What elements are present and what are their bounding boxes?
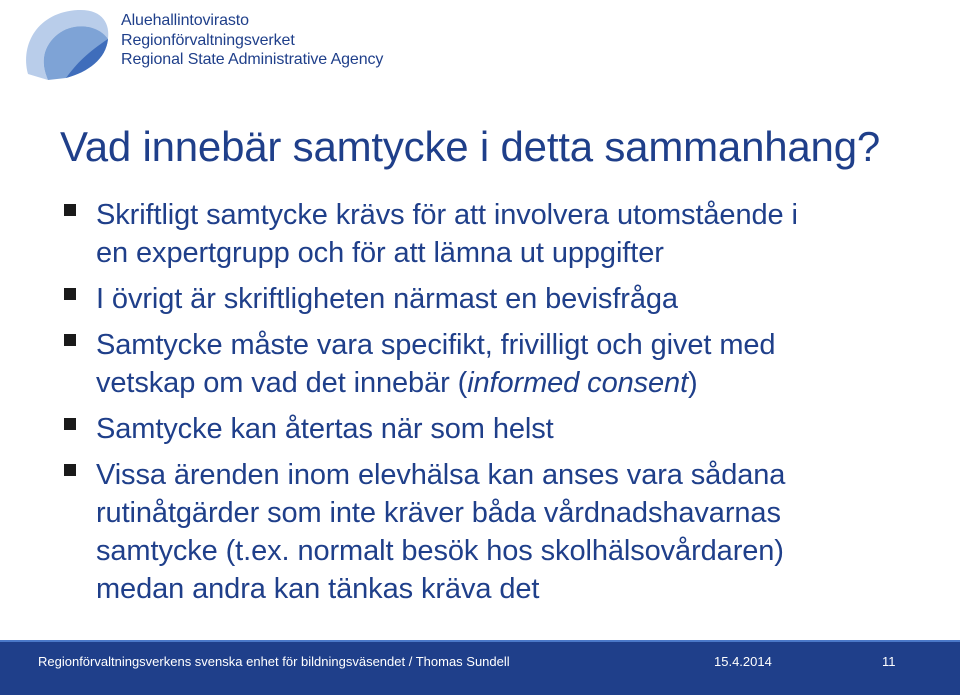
square-bullet-icon [64, 418, 76, 430]
bullet-text [96, 326, 942, 402]
agency-name-swedish: Regionförvaltningsverket [121, 31, 295, 49]
bullet-line: Samtycke måste vara specifikt, frivilligt och givet med [96, 329, 776, 361]
square-bullet-icon [64, 288, 76, 300]
slide-title: Vad innebär samtycke i detta sammanhang? [60, 123, 881, 170]
bullet-item [62, 456, 942, 608]
bullet-item [62, 196, 942, 272]
bullet-line-suffix: ) [688, 367, 698, 399]
footer-author: Regionförvaltningsverkens svenska enhet för bildningsväsendet / Thomas Sundell [38, 654, 510, 669]
bullet-line: en expertgrupp och för att lämna ut uppgifter [96, 237, 664, 269]
bullet-item [62, 280, 942, 318]
bullet-text [96, 196, 942, 272]
bullet-line [96, 364, 942, 402]
bullet-text [96, 280, 942, 318]
agency-name [121, 11, 383, 70]
bullet-item [62, 410, 942, 448]
bullet-line: Samtycke kan återtas när som helst [96, 413, 554, 445]
bullet-line: Skriftligt samtycke krävs för att involvera utomstående i [96, 199, 798, 231]
footer-divider [0, 640, 960, 642]
bullet-line: medan andra kan tänkas kräva det [96, 573, 540, 605]
bullet-line: samtycke (t.ex. normalt besök hos skolhälsovårdaren) [96, 535, 784, 567]
bullet-text [96, 410, 942, 448]
agency-logo [18, 4, 114, 82]
agency-name-finnish: Aluehallintovirasto [121, 12, 249, 29]
bullet-text [96, 456, 942, 608]
page-number: 11 [882, 654, 896, 669]
bullet-item [62, 326, 942, 402]
square-bullet-icon [64, 204, 76, 216]
bullet-line: I övrigt är skriftligheten närmast en bevisfråga [96, 283, 678, 315]
bullet-line: rutinåtgärder som inte kräver båda vårdnadshavarnas [96, 497, 781, 529]
informed-consent-term: informed consent [467, 367, 689, 399]
square-bullet-icon [64, 464, 76, 476]
agency-name-english: Regional State Administrative Agency [121, 51, 384, 68]
square-bullet-icon [64, 334, 76, 346]
bullet-list [62, 196, 942, 616]
bullet-line: Vissa ärenden inom elevhälsa kan anses vara sådana [96, 459, 786, 491]
bullet-line-prefix: vetskap om vad det innebär ( [96, 367, 468, 399]
footer-date: 15.4.2014 [714, 654, 772, 669]
slide-footer [0, 640, 960, 695]
